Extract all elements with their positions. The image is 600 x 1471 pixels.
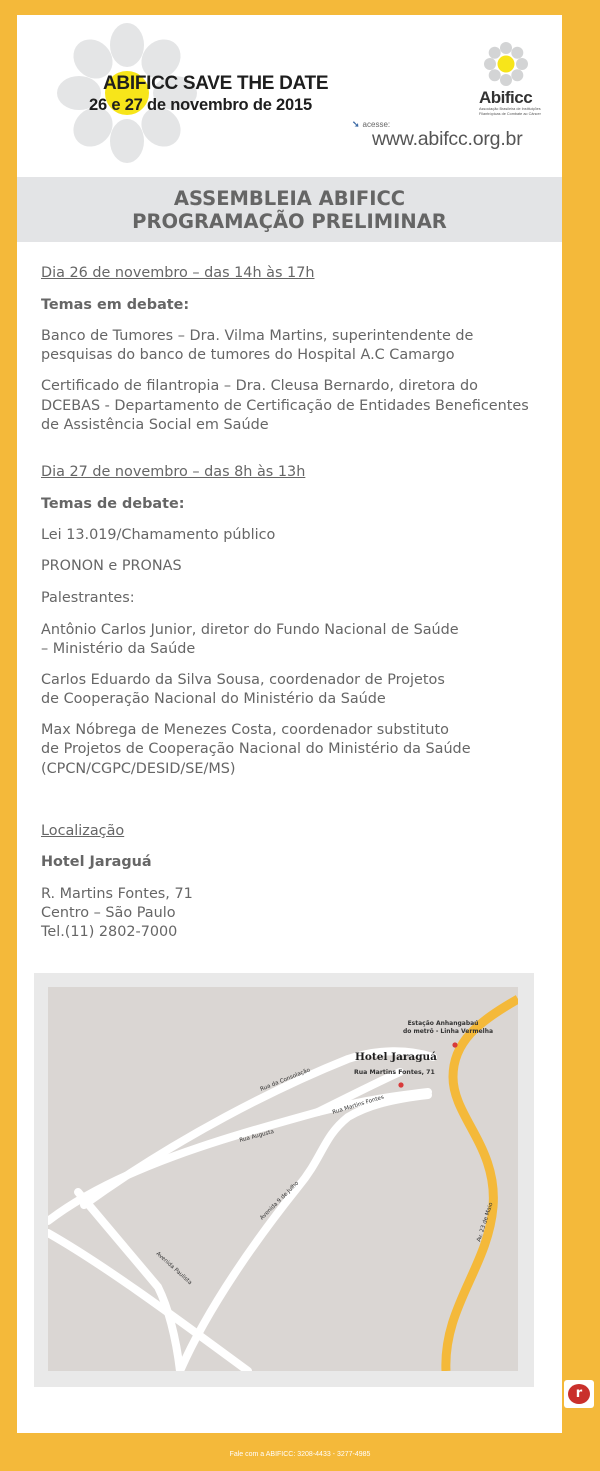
day2-topic1: Lei 13.019/Chamamento público (41, 527, 276, 543)
footer-contact: Fale com a ABIFICC: 3208-4433 - 3277-4985 (229, 1451, 371, 1458)
map-hotel-address: Rua Martins Fontes, 71 (354, 1069, 435, 1076)
day1-heading: Dia 26 de novembro – das 14h às 17h (41, 265, 315, 281)
map-hotel-name: Hotel Jaraguá (355, 1051, 437, 1063)
address-line3: Tel.(11) 2802-7000 (41, 924, 178, 940)
day1-item2-line2: DCEBAS - Departamento de Certificação de Entidades Beneficentes (41, 398, 529, 414)
chat-bubble-icon: r (568, 1384, 590, 1404)
day2-heading: Dia 27 de novembro – das 8h às 13h (41, 464, 306, 480)
street-label-nove-julho: Avenida 9 de Julho (259, 1180, 301, 1222)
speaker1-line1: Antônio Carlos Junior, diretor do Fundo Nacional de Saúde (41, 622, 459, 638)
banner-title-line1: ASSEMBLEIA ABIFICC (173, 187, 406, 210)
speaker1-line2: – Ministério da Saúde (41, 641, 196, 657)
day2-speakers-title: Palestrantes: (41, 590, 135, 606)
save-the-date-title: ABIFICC SAVE THE DATE (103, 73, 329, 94)
location-heading: Localização (41, 823, 125, 839)
station-marker (452, 1042, 457, 1047)
speaker2-line1: Carlos Eduardo da Silva Sousa, coordenador de Projetos (41, 672, 445, 688)
street-label-martins-fontes: Rua Martins Fontes (331, 1094, 385, 1116)
avenue-23-de-maio (446, 999, 518, 1371)
speaker2-line2: de Cooperação Nacional do Ministério da Saúde (41, 691, 386, 707)
speaker3-line3: (CPCN/CGPC/DESID/SE/MS) (41, 761, 236, 777)
newsletter-card (17, 15, 562, 1433)
day1-item1-line1: Banco de Tumores – Dra. Vilma Martins, superintendente de (41, 328, 474, 344)
abificc-logo-flower-icon (483, 41, 529, 87)
program-banner (17, 177, 562, 242)
abificc-logo-name: Abificc (479, 88, 533, 107)
chat-widget-icon[interactable] (564, 1380, 594, 1408)
venue-name: Hotel Jaraguá (41, 854, 152, 870)
location-map-frame (34, 973, 534, 1387)
day1-item1-line2: pesquisas do banco de tumores do Hospital A.C Camargo (41, 347, 455, 363)
banner-title-line2: PROGRAMAÇÃO PRELIMINAR (132, 210, 447, 233)
acesse-text: acesse: (362, 120, 391, 129)
location-map (48, 987, 518, 1371)
street-nove-julho (180, 1095, 428, 1371)
map-station-line2: do metrô - Linha Vermelha (402, 1028, 494, 1035)
speaker3-line2: de Projetos de Cooperação Nacional do Ministério da Saúde (41, 741, 471, 757)
abificc-logo-subtitle: Associação Brasileira de Instituições Filantrópicas de Combate ao Câncer (479, 107, 541, 116)
day2-topic2: PRONON e PRONAS (41, 558, 182, 574)
day1-topics-title: Temas em debate: (41, 297, 190, 313)
street-label-paulista: Avenida Paulista (154, 1251, 193, 1287)
day2-topics-title: Temas de debate: (41, 496, 185, 512)
day1-item2-line3: de Assistência Social em Saúde (41, 417, 269, 433)
street-label-consolacao: Rua da Consolação (259, 1067, 312, 1093)
day1-item2-line1: Certificado de filantropia – Dra. Cleusa Bernardo, diretora do (41, 378, 478, 394)
website-link[interactable]: www.abifcc.org.br (372, 128, 523, 150)
event-date: 26 e 27 de novembro de 2015 (89, 96, 312, 114)
address-line1: R. Martins Fontes, 71 (41, 886, 193, 902)
street-label-augusta: Rua Augusta (238, 1128, 275, 1144)
street-map (48, 987, 518, 1371)
map-station-line1: Estação Anhangabaú (407, 1020, 479, 1027)
arrow-down-right-icon: ➘ (352, 119, 360, 129)
address-line2: Centro – São Paulo (41, 905, 176, 921)
speaker3-line1: Max Nóbrega de Menezes Costa, coordenador substituto (41, 722, 449, 738)
street-label-23-de-maio: Av. 23 de Maio (476, 1201, 495, 1243)
hotel-marker (398, 1082, 403, 1087)
